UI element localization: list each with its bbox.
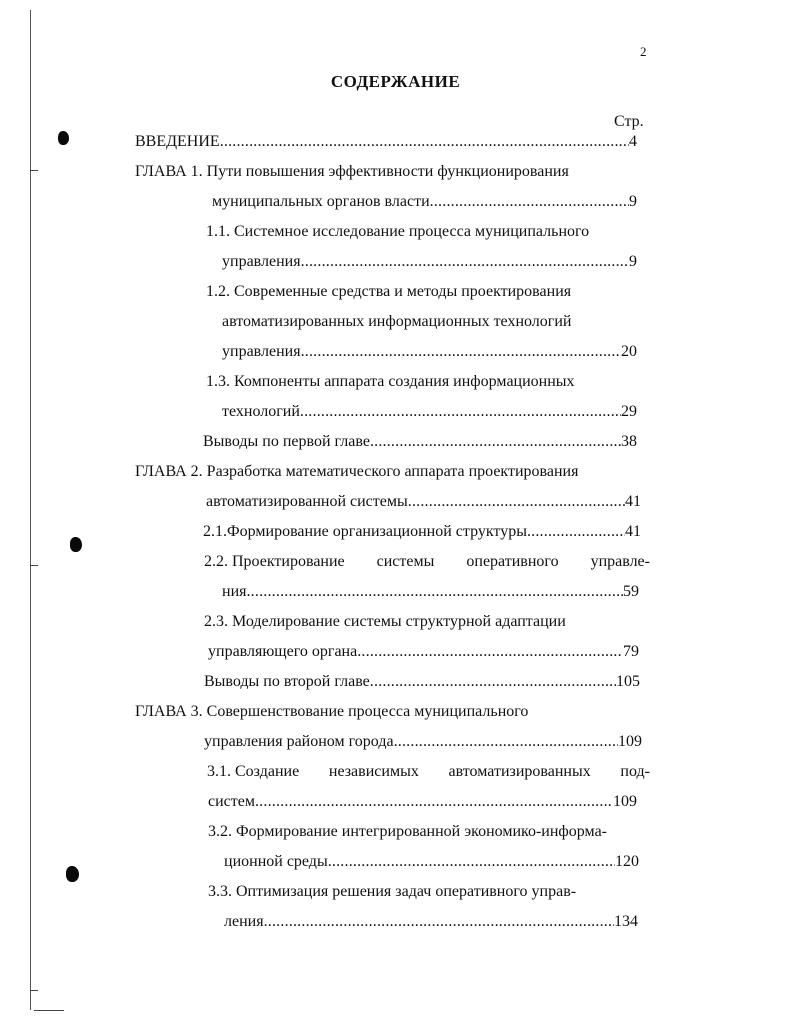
toc-entry-title: автоматизированной системы <box>206 493 408 510</box>
toc-section-2-3 <box>204 613 566 631</box>
toc-section-2-2 <box>204 553 650 571</box>
page-number: 2 <box>640 44 647 59</box>
toc-entry-word: 3.1. Создание <box>207 763 300 780</box>
page-title: СОДЕРЖАНИЕ <box>330 72 461 91</box>
toc-page-number: 109 <box>613 793 637 810</box>
toc-entry-title: 1.1. Системное исследование процесса муниципального <box>206 223 590 240</box>
toc-section-1-3-cont <box>222 403 637 421</box>
toc-section-1-3 <box>206 373 575 391</box>
scan-margin-line <box>30 10 31 1010</box>
toc-page-number: 79 <box>623 643 639 660</box>
toc-entry-title: 1.2. Современные средства и методы проектирования <box>206 283 572 300</box>
toc-entry-title: ГЛАВА 3. Совершенствование процесса муниципального <box>135 703 529 720</box>
leader-dots <box>255 793 613 811</box>
leader-dots <box>370 673 616 691</box>
toc-entry-intro <box>135 133 637 151</box>
toc-section-1-1-cont <box>222 253 637 271</box>
toc-page-number: 41 <box>625 493 641 510</box>
toc-chapter-1-cont <box>212 193 637 211</box>
leader-dots <box>328 853 615 871</box>
toc-conclusion-2 <box>204 673 640 691</box>
toc-entry-title: 2.1.Формирование организационной структуры <box>203 523 527 540</box>
toc-entry-title: ГЛАВА 2. Разработка математического аппарата проектирования <box>135 463 579 480</box>
toc-page-number: 134 <box>614 913 638 930</box>
leader-dots <box>394 733 618 751</box>
toc-entry-word: 2.2. Проектирование <box>204 553 345 570</box>
toc-section-3-1 <box>207 763 650 781</box>
toc-entry-word: автоматизированных <box>448 763 591 780</box>
toc-page-number: 9 <box>629 193 637 210</box>
toc-page-number: 59 <box>623 583 639 600</box>
leader-dots <box>246 583 623 601</box>
toc-chapter-3 <box>135 703 528 721</box>
toc-page-number: 105 <box>616 673 640 690</box>
toc-entry-title: ционной среды <box>224 853 328 870</box>
toc-entry-word: независимых <box>328 763 419 780</box>
leader-dots <box>220 133 629 151</box>
leader-dots <box>430 193 629 211</box>
toc-entry-title: Выводы по второй главе <box>204 673 370 690</box>
toc-section-1-2-cont2 <box>222 343 637 361</box>
toc-section-3-1-cont <box>208 793 637 811</box>
toc-page-number: 29 <box>621 403 637 420</box>
toc-entry-title: ВВЕДЕНИЕ <box>135 133 220 150</box>
leader-dots <box>370 433 621 451</box>
toc-chapter-3-cont <box>204 733 642 751</box>
punch-hole-mark <box>66 866 79 882</box>
toc-section-1-1 <box>206 223 589 241</box>
toc-entry-title: управляющего органа <box>208 643 358 660</box>
toc-entry-title: технологий <box>222 403 300 420</box>
toc-entry-title: автоматизированных информационных технологий <box>222 313 572 330</box>
toc-conclusion-1 <box>203 433 637 451</box>
toc-section-2-1 <box>203 523 641 541</box>
toc-section-1-2-cont <box>222 313 571 331</box>
toc-entry-title: 2.3. Моделирование системы структурной адаптации <box>204 613 566 630</box>
toc-page-number: 109 <box>618 733 642 750</box>
toc-entry-title: систем <box>208 793 255 810</box>
toc-page-number: 9 <box>629 253 637 270</box>
toc-entry-title: 1.3. Компоненты аппарата создания информационных <box>206 373 575 390</box>
leader-dots <box>301 253 629 271</box>
punch-hole-mark <box>70 537 82 552</box>
leader-dots <box>357 643 623 661</box>
page-column-label: Стр. <box>614 113 644 130</box>
toc-page-number: 4 <box>629 133 637 150</box>
toc-chapter-2-cont <box>206 493 641 511</box>
toc-entry-title: муниципальных органов власти <box>212 193 430 210</box>
toc-section-3-3 <box>208 883 576 901</box>
toc-page-number: 120 <box>615 853 639 870</box>
toc-section-3-3-cont <box>224 913 638 931</box>
toc-chapter-1 <box>135 163 569 181</box>
toc-page-number: 41 <box>625 523 641 540</box>
toc-entry-title: управления районом города <box>204 733 394 750</box>
toc-entry-title: управления <box>222 343 301 360</box>
toc-entry-word: под- <box>620 763 650 780</box>
leader-dots <box>301 343 621 361</box>
scan-bottom-mark <box>34 1010 64 1011</box>
toc-section-3-2 <box>208 823 650 841</box>
toc-section-3-2-cont <box>224 853 639 871</box>
toc-entry-title: 3.3. Оптимизация решения задач оперативного управ- <box>208 883 577 900</box>
leader-dots <box>264 913 614 931</box>
toc-entry-title: ления <box>224 913 264 930</box>
toc-entry-word: системы <box>376 553 435 570</box>
leader-dots <box>527 523 625 541</box>
toc-entry-title: Выводы по первой главе <box>203 433 370 450</box>
toc-entry-word: управле- <box>590 553 650 570</box>
leader-dots <box>300 403 621 421</box>
toc-page-number: 20 <box>621 343 637 360</box>
scan-margin-tick <box>30 170 38 171</box>
leader-dots <box>408 493 625 511</box>
toc-section-2-3-cont <box>208 643 639 661</box>
toc-section-1-2 <box>206 283 571 301</box>
toc-section-2-2-cont <box>222 583 639 601</box>
punch-hole-mark <box>58 131 69 145</box>
toc-entry-title: 3.2. Формирование интегрированной экономико-информа- <box>208 823 607 840</box>
scan-margin-tick <box>30 565 38 566</box>
toc-chapter-2 <box>135 463 578 481</box>
toc-entry-title: управления <box>222 253 301 270</box>
toc-entry-word: оперативного <box>466 553 559 570</box>
toc-entry-title: ния <box>222 583 247 600</box>
toc-page-number: 38 <box>621 433 637 450</box>
scan-margin-tick <box>30 990 38 991</box>
toc-entry-title: ГЛАВА 1. Пути повышения эффективности функционирования <box>135 163 569 180</box>
